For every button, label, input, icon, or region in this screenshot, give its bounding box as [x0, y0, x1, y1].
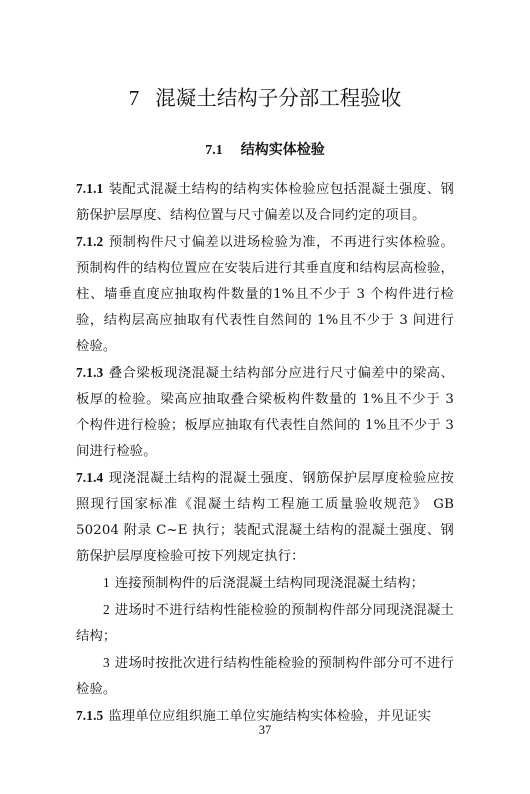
item-text: 进场时按批次进行结构性能检验的预制构件部分可不进行检验。 — [76, 656, 454, 697]
clause-7-1-3 — [76, 360, 454, 465]
clause-text: 监理单位应组织施工单位实施结构实体检验，并见证实 — [108, 709, 432, 724]
section-number: 7.1 — [205, 143, 223, 158]
clause-number: 7.1.4 — [76, 470, 104, 485]
clause-7-1-4 — [76, 465, 454, 570]
chapter-title — [0, 84, 530, 112]
list-item-1 — [76, 570, 454, 597]
clause-text: 现浇混凝土结构的混凝土强度、钢筋保护层厚度检验应按照现行国家标准《混凝土结构工程施工质量验收规范》 GB 50204 附录 C~E 执行；装配式混凝土结构的混凝土强度、钢筋保护层厚度检验可按下列规定执行： — [76, 471, 454, 564]
item-number: 2 — [103, 602, 110, 617]
chapter-title-text: 混凝土结构子分部工程验收 — [155, 86, 402, 110]
clause-text: 装配式混凝土结构的结构实体检验应包括混凝土强度、钢筋保护层厚度、结构位置与尺寸偏差以及合同约定的项目。 — [76, 182, 454, 223]
clause-number: 7.1.1 — [76, 181, 104, 196]
clause-7-1-2 — [76, 229, 454, 360]
clause-text: 叠合梁板现浇混凝土结构部分应进行尺寸偏差中的梁高、板厚的检验。梁高应抽取叠合梁板构件数量的 1%且不少于 3 个构件进行检验；板厚应抽取有代表性自然间的 1%且不少于 3 间进行检验。 — [76, 366, 454, 459]
clause-number: 7.1.5 — [76, 708, 104, 723]
item-number: 1 — [103, 575, 110, 590]
list-item-3 — [76, 650, 454, 703]
item-text: 连接预制构件的后浇混凝土结构同现浇混凝土结构； — [114, 576, 425, 591]
clause-7-1-1 — [76, 176, 454, 229]
body-text — [76, 176, 454, 730]
page-number: 37 — [258, 723, 272, 737]
clause-number: 7.1.3 — [76, 365, 104, 380]
clause-text: 预制构件尺寸偏差以进场检验为准，不再进行实体检验。预制构件的结构位置应在安装后进行其垂直度和结构层高检验，柱、墙垂直度应抽取构件数量的1%且不少于 3 个构件进行检验，结构层高应抽取有代表性自然间的 1%且不少于 3 间进行检验。 — [76, 235, 454, 354]
clause-number: 7.1.2 — [76, 234, 104, 249]
section-title — [0, 140, 530, 161]
chapter-number: 7 — [128, 86, 140, 110]
section-title-text: 结构实体检验 — [240, 142, 325, 158]
item-number: 3 — [103, 655, 110, 670]
item-text: 进场时不进行结构性能检验的预制构件部分同现浇混凝土结构； — [76, 603, 454, 644]
list-item-2 — [76, 597, 454, 650]
